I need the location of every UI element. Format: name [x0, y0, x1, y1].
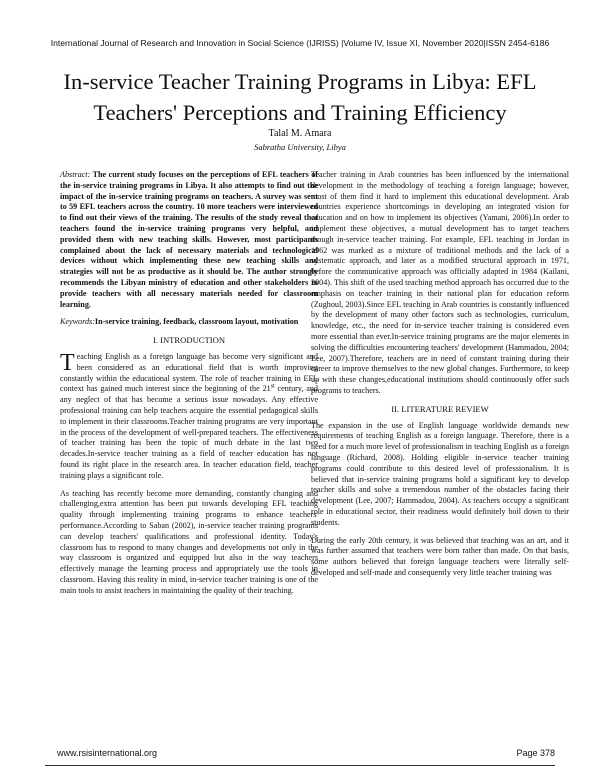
author-affiliation: Sabratha University, Libya: [254, 142, 346, 152]
title-line-1: In-service Teacher Training Programs in Libya: EFL: [63, 69, 537, 94]
keywords: [60, 317, 318, 328]
section-heading-literature-review: II. LITERATURE REVIEW: [391, 403, 489, 414]
right-column: [311, 170, 569, 586]
intro-paragraph-1: [60, 349, 318, 482]
left-column: [60, 170, 318, 603]
abstract-label: Abstract:: [60, 170, 91, 179]
superscript-st: st: [270, 383, 275, 390]
abstract: [60, 170, 318, 310]
journal-header: International Journal of Research and Innovation in Social Science (IJRISS) |Volume IV, Issue XI, November 2020|ISSN 2454-6186: [50, 38, 550, 48]
footer-website: www.rsisinternational.org: [57, 748, 158, 758]
abstract-text: The current study focuses on the perceptions of EFL teachers of the in-service training programs in Libya. It also attempts to find out the impact of the in-service training programs on teachers. A survey was sent to 59 EFL teachers across the country. 10 more teachers were interviewed to find out their views of the training. The results of the study reveal that teachers found the in-service training programs very helpful, and provided them with new teaching skills. However, most participants complained about the lack of necessary materials and technological devices without which implementing these new teaching skills and strategies will not be as productive as it should be. The author strongly recommends the Libyan ministry of education and other stakeholders to provide teachers with all necessary materials needed for classroom learning.: [60, 170, 318, 309]
paper-title: [30, 66, 570, 128]
arab-training-paragraph: Teacher training in Arab countries has been influenced by the international development in the methodology of teaching a foreign language; however, most of them find it hard to implement this educational development. Arab countries experience shortcomings in developing an integrated vision for education and on how to implement its objectives (Yamani, 2006).In order to implement these objectives, a mutual development has to target teachers though in-service teacher training. For example, EFL teaching in Jordan in 1962 was marked as a mixture of traditional methods and the lack of a systematic approach, and later as a modified structural approach in 1971, before the communicative approach was officially adapted in 1984 (Kailani, 2004). This shift of the used teaching method approach has occurred due to the emphasis on teacher training in their national plan for education reform (Zughoul, 2003).Since EFL teaching in Arab countries is constantly influenced by the development of many other factors such as technologies, curriculum, knowledge, etc., the need for in-service teacher training is considered even more essential than ever.In-service training programs are the major elements in solving the difficulties encountering teachers' development (Hammadou, 2004; Lee, 2007).Therefore, teachers are in need of constant training during their career to improve themselves to the new global changes. Furthermore, to keep up with these changes,educational institutions should continuously offer such programs to teachers.: [311, 170, 569, 395]
keywords-text: In-service training, feedback, classroom layout, motivation: [94, 317, 299, 327]
footer-page-number: Page 378: [516, 748, 555, 758]
keywords-label: Keywords:: [60, 317, 95, 327]
intro-paragraph-2: As teaching has recently become more demanding, constantly changing and challenging,extra attention has been put towards developing EFL teaching quality through implementing training programs to enhance teachers' performance.According to Saban (2002), in-service teacher training programs can develop teachers' qualifications and professional identity. Today's classroom has to respond to many changes and developments not only in the way classroom is organized and equipped but also in the way teachers effectively manage the learning process and appropriately use the tools in classroom. Having this reality in mind, in-service teacher training is one of the main tools to assist teachers in maintaining the quality of their teaching.: [60, 488, 318, 595]
drop-cap: T: [60, 349, 75, 376]
title-line-2: Teachers' Perceptions and Training Efficiency: [93, 100, 507, 125]
section-heading-introduction: I. INTRODUCTION: [152, 335, 226, 346]
literature-paragraph-1: The expansion in the use of English language worldwide demands new requirements of teaching English as a foreign language. Therefore, there is a need for a much more level of professionalism in teaching English as a foreign language (Richard, 2008). Holding eligible in-service teacher training programs could contribute to this desired level of professionalism. It is believed that in-service training programs hold a significant key to develop teacher skills and solve a tremendous number of the obstacles facing their development (Lee, 2007; Hammadou, 2004). As teachers occupy a significant role in educational sector, their readiness would definitely boil down to their students.: [311, 420, 569, 527]
author-name: Talal M. Amara: [268, 128, 332, 139]
footer-divider: [45, 765, 555, 766]
literature-paragraph-2: During the early 20th century, it was believed that teaching was an art, and it was further assumed that teachers were born rather than made. On that basis, some authors believed that foreign language teachers were literally self-developed and self-made and consequently very little teacher training was: [311, 535, 569, 577]
intro-paragraph-1-text-a: eaching English as a foreign language has become very significant and been considered as an educational field that is worth improving constantly within the educational system. The role of teacher training in EFL context has gained much interest since the beginning of the 21: [60, 351, 318, 394]
intro-paragraph-1-text-b: century, and any neglect of that has become a serious issue nowadays. Any effective professional training can help teachers acquire the essential pedagogical skills to implement in their classrooms.Teacher training programs are very important in the process of the development of well-prepared teachers. The effectiveness of teacher training has been the topic of much debate in the last two decades.In-service teacher training as a field of teacher education has not found its right place in the research area. In teacher education field, teacher training plays a significant role.: [60, 384, 318, 480]
